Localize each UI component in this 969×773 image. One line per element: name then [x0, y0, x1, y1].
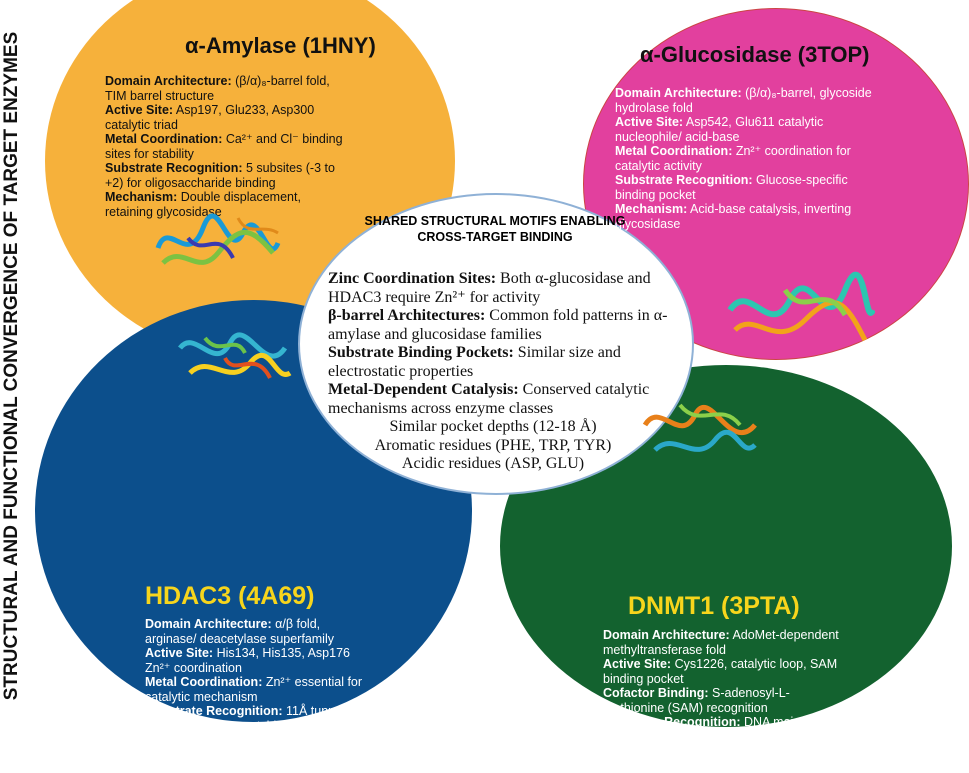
- hdac3-protein-structure: [175, 318, 295, 398]
- detail-label: Active Site:: [615, 115, 684, 129]
- dnmt1-protein-structure: [640, 385, 760, 475]
- detail-value: Zn²⁺ coordination for catalytic activity: [615, 144, 851, 173]
- amylase-details: [105, 74, 345, 219]
- detail-label: Zinc Coordination Sites:: [328, 270, 497, 287]
- detail-value: Asp542, Glu611 catalytic nucleophile/ acid-base: [615, 115, 824, 144]
- hdac3-details: [145, 617, 373, 762]
- detail-value: α/β fold, arginase/ deacetylase superfamily: [145, 617, 334, 646]
- detail-item: [328, 270, 673, 307]
- detail-item: [328, 381, 673, 418]
- detail-value: Both α-glucosidase and HDAC3 require Zn²⁺ for activity: [328, 270, 651, 306]
- detail-label: Metal Coordination:: [105, 132, 223, 146]
- detail-value: Zinc-dependent hydrolysis, general base catalysis: [145, 733, 371, 762]
- detail-label: Mechanism:: [145, 733, 218, 747]
- hdac3-title: HDAC3 (4A69): [145, 582, 315, 610]
- detail-item: [105, 103, 345, 132]
- detail-label: β-barrel Architectures:: [328, 307, 486, 324]
- detail-value: Ca²⁺ and Cl⁻ binding sites for stability: [105, 132, 343, 161]
- detail-value: 5 subsites (-3 to +2) for oligosaccharide binding: [105, 161, 335, 190]
- center-title: SHARED STRUCTURAL MOTIFS ENABLING CROSS-TARGET BINDING: [364, 214, 626, 244]
- detail-item: [105, 161, 345, 190]
- glucosidase-protein-structure: [725, 270, 875, 355]
- detail-label: Domain Architecture:: [603, 628, 730, 642]
- detail-label: Metal-Dependent Catalysis:: [328, 381, 519, 398]
- glucosidase-details: [615, 86, 877, 231]
- amylase-title: α-Amylase (1HNY): [185, 33, 376, 58]
- detail-label: Substrate Recognition:: [105, 161, 243, 175]
- detail-label: Mechanism:: [615, 202, 688, 216]
- detail-value: Acid-base catalysis, inverting glycosidase: [615, 202, 852, 231]
- detail-label: Domain Architecture:: [615, 86, 742, 100]
- detail-value: 11Å tunnel accommodating acetyl-lysine: [145, 704, 345, 733]
- detail-value: Cys1226, catalytic loop, SAM binding pocket: [603, 657, 838, 686]
- detail-value: Common fold patterns in α-amylase and glucosidase families: [328, 307, 668, 343]
- detail-item: [603, 744, 843, 773]
- glucosidase-title: α-Glucosidase (3TOP): [640, 42, 870, 67]
- detail-item: [145, 704, 373, 733]
- dnmt1-details: [603, 628, 843, 773]
- amylase-protein-structure: [148, 208, 288, 283]
- detail-item: [603, 628, 843, 657]
- center-body: [328, 270, 673, 474]
- center-note: Acidic residues (ASP, GLU): [401, 455, 585, 472]
- detail-value: DNA major groove, CpG dinucleotide specificity: [603, 715, 805, 744]
- detail-item: [145, 675, 373, 704]
- detail-label: Substrate Recognition:: [615, 173, 753, 187]
- dnmt1-title: DNMT1 (3PTA): [628, 592, 800, 620]
- detail-label: Active Site:: [145, 646, 214, 660]
- detail-item: [615, 202, 877, 231]
- detail-label: Substrate Binding Pockets:: [328, 344, 514, 361]
- detail-value: S-adenosyl-L-methionine (SAM) recognition: [603, 686, 790, 715]
- side-title: STRUCTURAL AND FUNCTIONAL CONVERGENCE OF TARGET ENZYMES: [1, 31, 22, 701]
- detail-value: AdoMet-dependent methyltransferase fold: [603, 628, 839, 657]
- detail-item: [105, 74, 345, 103]
- detail-label: Metal Coordination:: [145, 675, 263, 689]
- detail-label: Substrate Recognition:: [603, 715, 741, 729]
- detail-label: Mechanism:: [603, 744, 676, 758]
- detail-item: [615, 86, 877, 115]
- detail-label: Substrate Recognition:: [145, 704, 283, 718]
- detail-value: Conserved catalytic mechanisms across enzyme classes: [328, 381, 650, 417]
- detail-item: [105, 132, 345, 161]
- center-note: Aromatic residues (PHE, TRP, TYR): [374, 436, 612, 454]
- detail-value: Zn²⁺ essential for catalytic mechanism: [145, 675, 363, 704]
- detail-label: Active Site:: [603, 657, 672, 671]
- detail-value: Glucose-specific binding pocket: [615, 173, 848, 202]
- detail-label: Mechanism:: [105, 190, 178, 204]
- detail-label: Metal Coordination:: [615, 144, 733, 158]
- detail-item: [145, 646, 373, 675]
- detail-item: [603, 686, 843, 715]
- detail-item: [603, 715, 843, 744]
- detail-value: (β/α)₈-barrel fold, TIM barrel structure: [105, 74, 330, 103]
- detail-item: [615, 144, 877, 173]
- detail-item: [145, 733, 373, 762]
- detail-label: Domain Architecture:: [105, 74, 232, 88]
- detail-label: Active Site:: [105, 103, 174, 117]
- detail-item: [328, 307, 673, 344]
- detail-item: [603, 657, 843, 686]
- detail-label: Cofactor Binding:: [603, 686, 709, 700]
- center-note: Similar pocket depths (12-18 Å): [389, 418, 597, 435]
- detail-value: (β/α)₈-barrel, glycoside hydrolase fold: [615, 86, 872, 115]
- detail-value: Similar size and electrostatic properties: [328, 344, 621, 380]
- detail-item: [615, 173, 877, 202]
- detail-item: [615, 115, 877, 144]
- detail-value: Asp197, Glu233, Asp300 catalytic triad: [105, 103, 315, 132]
- detail-item: [145, 617, 373, 646]
- detail-label: Domain Architecture:: [145, 617, 272, 631]
- detail-value: SN2-like methyl transfer, covalent intermediate: [603, 744, 815, 773]
- detail-item: [328, 344, 673, 381]
- detail-value: Double displacement, retaining glycosidase: [105, 190, 301, 219]
- detail-value: His134, His135, Asp176 Zn²⁺ coordination: [145, 646, 350, 675]
